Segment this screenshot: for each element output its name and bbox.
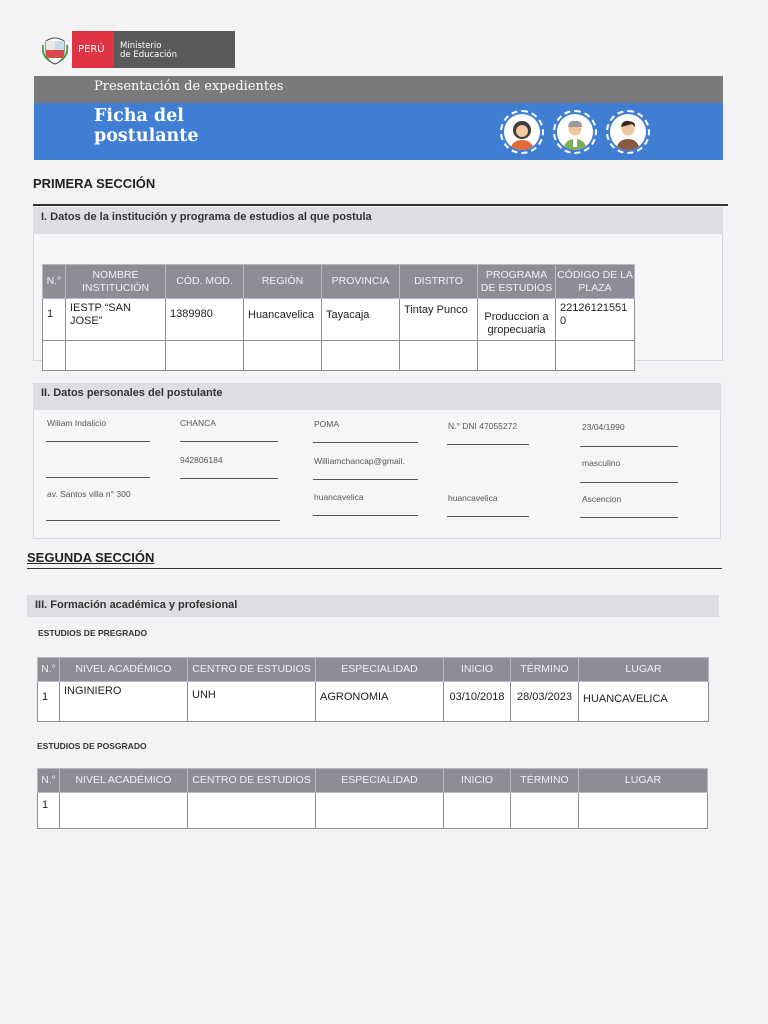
- col-header-number: N.°: [43, 265, 66, 299]
- col-header-level: NIVEL ACADÉMICO: [60, 769, 188, 793]
- table-row: [43, 341, 635, 371]
- col-header-region: REGIÓN: [244, 265, 322, 299]
- maternal-surname-value: POMA: [314, 419, 340, 429]
- cell: 28/03/2023: [511, 682, 579, 722]
- coat-of-arms-icon: [38, 31, 72, 68]
- cell: UNH: [188, 682, 316, 722]
- dni-value: N.° DNI 47055272: [448, 421, 518, 431]
- section-2-heading: SEGUNDA SECCIÓN: [27, 550, 155, 565]
- man-avatar-icon: [553, 110, 597, 154]
- col-header-institution: NOMBRE INSTITUCIÓN: [66, 265, 166, 299]
- address-value: av. Santos villa n° 300: [47, 489, 131, 499]
- divider: [33, 204, 728, 206]
- col-header-province: PROVINCIA: [322, 265, 400, 299]
- cell: Tintay Punco: [400, 299, 478, 341]
- ministry-line-2: de Educación: [120, 50, 177, 60]
- cell: [511, 793, 579, 829]
- divider: [27, 568, 722, 569]
- cell: IESTP “SAN JOSE”: [66, 299, 166, 341]
- col-header-end: TÉRMINO: [511, 769, 579, 793]
- country-label: PERÚ: [72, 31, 114, 68]
- page-title: [94, 106, 199, 146]
- cell: [60, 793, 188, 829]
- cell: [188, 793, 316, 829]
- cell: Produccion agropecuaria: [478, 299, 556, 341]
- department-value: huancavelica: [314, 492, 364, 502]
- young-man-avatar-icon: [606, 110, 650, 154]
- section-1-heading: PRIMERA SECCIÓN: [33, 176, 156, 191]
- table-row: [38, 682, 709, 722]
- col-header-end: TÉRMINO: [511, 658, 579, 682]
- col-header-specialty: ESPECIALIDAD: [316, 769, 444, 793]
- woman-avatar-icon: [500, 110, 544, 154]
- col-header-number: N.°: [38, 658, 60, 682]
- email-value: Williamchancap@gmail.: [314, 456, 405, 466]
- cell: 1389980: [166, 299, 244, 341]
- ministry-name: [114, 31, 235, 68]
- cell: [579, 793, 708, 829]
- title-line-2: postulante: [94, 126, 199, 146]
- cell: [444, 793, 511, 829]
- cell: 1: [38, 793, 60, 829]
- sex-value: masculino: [582, 458, 621, 468]
- col-header-specialty: ESPECIALIDAD: [316, 658, 444, 682]
- cell: Huancavelica: [244, 299, 322, 341]
- academic-box-title: III. Formación académica y profesional: [27, 595, 719, 617]
- cell: 1: [43, 299, 66, 341]
- col-header-start: INICIO: [444, 658, 511, 682]
- birthdate-value: 23/04/1990: [582, 422, 625, 432]
- table-row: [38, 793, 708, 829]
- cell: 03/10/2018: [444, 682, 511, 722]
- undergrad-label: ESTUDIOS DE PREGRADO: [38, 628, 148, 638]
- district-value: Ascencion: [582, 494, 622, 504]
- col-header-number: N.°: [38, 769, 60, 793]
- cell: 1: [38, 682, 60, 722]
- cell: AGRONOMIA: [316, 682, 444, 722]
- col-header-school: CENTRO DE ESTUDIOS: [188, 769, 316, 793]
- phone-value: 942806184: [180, 455, 223, 465]
- institution-box-title: I. Datos de la institución y programa de estudios al que postula: [33, 207, 723, 234]
- title-line-1: Ficha del: [94, 106, 184, 126]
- cell: Tayacaja: [322, 299, 400, 341]
- col-header-level: NIVEL ACADÉMICO: [60, 658, 188, 682]
- institution-table: [42, 264, 635, 371]
- col-header-school: CENTRO DE ESTUDIOS: [188, 658, 316, 682]
- personal-data-title: II. Datos personales del postulante: [33, 383, 721, 410]
- col-header-mod-code: CÓD. MOD.: [166, 265, 244, 299]
- province-value: huancavelica: [448, 493, 498, 503]
- cell: INGINIERO: [60, 682, 188, 722]
- col-header-district: DISTRITO: [400, 265, 478, 299]
- cell: [316, 793, 444, 829]
- table-row: [43, 299, 635, 341]
- col-header-program: PROGRAMA DE ESTUDIOS: [478, 265, 556, 299]
- ministry-line-1: Ministerio: [120, 41, 162, 51]
- banner-subtitle: Presentación de expedientes: [34, 76, 723, 103]
- col-header-position-code: CÓDIGO DE LA PLAZA: [556, 265, 635, 299]
- col-header-place: LUGAR: [579, 658, 709, 682]
- first-names-value: Wiliam Indalicio: [47, 418, 107, 428]
- col-header-place: LUGAR: [579, 769, 708, 793]
- postgrad-table: [37, 768, 708, 829]
- cell: 221261215510: [556, 299, 635, 341]
- col-header-start: INICIO: [444, 769, 511, 793]
- cell: HUANCAVELICA: [579, 682, 709, 722]
- ministry-logo: [38, 31, 235, 68]
- undergrad-table: [37, 657, 709, 722]
- postgrad-label: ESTUDIOS DE POSGRADO: [37, 741, 147, 751]
- paternal-surname-value: CHANCA: [180, 418, 216, 428]
